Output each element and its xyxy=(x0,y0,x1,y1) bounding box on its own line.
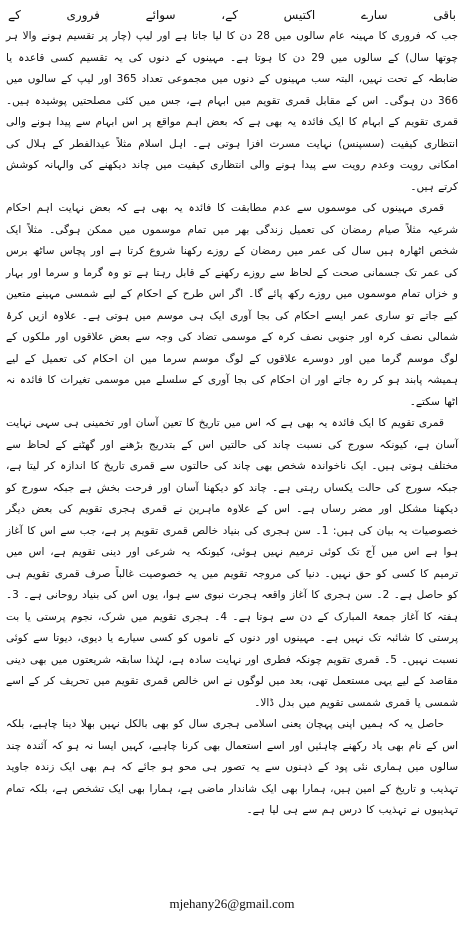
heading-word: کے xyxy=(8,8,21,22)
heading-word: فروری xyxy=(66,8,100,22)
heading-word: سارے xyxy=(360,8,388,22)
paragraph-conclusion: حاصل یہ کہ ہمیں اپنی پہچان یعنی اسلامی ہجری سال کو بھی بالکل نہیں بھلا دینا چاہیے، بلکہ اس کے نام بھی یاد رکھنے چاہئیں اور اسے استعمال بھی کرنا چاہیے، کہیں ایسا نہ ہو کہ آئندہ چند سالوں میں ہماری نئی پود کے ذہنوں سے یہ تصور ہی محو ہو جائے کہ ہم بھی ایک زندہ جاوید تہذیب و تاریخ کے امین ہیں، ہمارا بھی ایک شاندار ماضی ہے، ہمارا بھی ایک تشخص ہے، بلکہ تمام تہذیبوں نے تہذیب کا درس ہم سے ہی لیا ہے۔ xyxy=(6,718,458,816)
heading-word: کے، xyxy=(221,8,238,22)
paragraph-seasons: قمری مہینوں کی موسموں سے عدم مطابقت کا فائدہ یہ بھی ہے کہ بعض نہایت اہم احکام شرعیہ مثلاً صیام رمضان کی تعمیل زندگی بھر میں تمام موسموں میں ممکن ہوگی۔ مثلاً ایک شخص اٹھارہ ہیں سال کی عمر میں رمضان کے روزے رکھنا شروع کرتا ہے اور پچاس ساٹھ برس کی عمر تک جسمانی صحت کے لحاظ سے روزے رکھنے کے قابل رہتا ہے تو وہ گرما و سرما اور بہار و خزاں تمام موسموں میں روزے رکھ پائے گا۔ اگر اس طرح کے احکام کے لیے شمسی مہینے متعین کیے جاتے تو ساری عمر ایسے احکام کی بجا آوری ایک ہی موسم میں ہوتی ہے۔ علاوہ ازیں کرۂ شمالی نصف کرہ اور جنوبی نصف کرہ کے موسمی تضاد کی وجہ سے بعض علاقوں اور ملکوں کے لوگ موسم گرما میں اور دوسرے علاقوں کے لوگ موسم سرما میں ان احکام کی تعمیل کے لیے ہمیشہ پابند ہو کر رہ جاتے اور ان احکام کی بجا آوری کے سلسلے میں موسمی تغیرات کا فائدہ نہ اٹھا سکتے۔ xyxy=(6,202,458,408)
article-heading-line xyxy=(6,4,458,26)
article-body xyxy=(6,26,458,822)
paragraph-lunar-features: قمری تقویم کا ایک فائدہ یہ بھی ہے کہ اس میں تاریخ کا تعین آسان اور تخمینی ہی سہی نہایت آسان ہے، کیونکہ سورج کی نسبت چاند کی حالتیں اس کے بتدریج بڑھنے اور گھٹنے کے لحاظ سے مختلف ہوتی ہیں۔ ایک ناخواندہ شخص بھی چاند کی حالتوں سے قمری تاریخ کا اندازہ کر لیتا ہے، جبکہ سورج کی حالت یکساں رہتی ہے۔ چاند کو دیکھنا آسان اور فرحت بخش ہے جبکہ سورج کو دیکھنا مشکل اور مضر رساں ہے۔ اس کے علاوہ ماہرین نے قمری ہجری تقویم کی بعض دیگر خصوصیات یہ بیان کی ہیں: 1۔ سن ہجری کی بنیاد خالص قمری تقویم پر ہے، جب سے اس کا آغاز ہوا ہے اس میں آج تک کوئی ترمیم نہیں ہوئی، کیونکہ یہ شرعی اور دینی تقویم ہے، اس میں ترمیم کا کسی کو حق نہیں۔ دنیا کی مروجہ تقویم میں یہ خصوصیت غالباً صرف قمری تقویم ہی کو حاصل ہے۔ 2۔ سن ہجری کا آغاز واقعہ ہجرت نبوی سے ہوا، یوں اس کی بنیاد روحانی ہے۔ 3۔ ہفتہ کا آغاز جمعۃ المبارک کے دن سے ہوتا ہے۔ 4۔ ہجری تقویم میں شرک، نجوم پرستی یا بت پرستی کا شائبہ تک نہیں ہے۔ مہینوں اور دنوں کے ناموں کو کسی سیارے یا دیوی، دیوتا سے کوئی نسبت نہیں۔ 5۔ قمری تقویم چونکہ فطری اور نہایت سادہ ہے، لہٰذا سابقہ شریعتوں میں بھی دینی مقاصد کے لیے یہی مستعمل تھی، بعد میں لوگوں نے اس خالص قمری تقویم میں تحریف کر کے اسے شمسی یا قمری شمسی تقویم میں بدل ڈالا۔ xyxy=(6,417,459,709)
paragraph-calendar-days: جب کہ فروری کا مہینہ عام سالوں میں 28 دن کا لیا جاتا ہے اور لیپ (چار پر تقسیم ہونے والا ہر چوتھا سال) کے سالوں میں 29 دن کا ہوتا ہے۔ مہینوں کے دنوں کی یہ تقسیم کسی قاعدہ یا ضابطہ کے تحت نہیں، البتہ سب مہینوں کے دنوں میں مجموعی تعداد 365 اور لیپ کے سالوں میں 366 دن ہوگی۔ اس کے مقابل قمری تقویم میں ابہام ہے، جس میں کئی مصلحتیں پوشیدہ ہیں۔ قمری تقویم کے ابہام کا ایک فائدہ یہ بھی ہے کہ بعض اہم مواقع پر اس ابہام سے پیدا ہونے والی انتظاری کیفیت (سسپنس) نہایت مسرت افزا ہوتی ہے۔ اہل اسلام مثلاً عیدالفطر کے ہلال کی امکانی رویت وعدم رویت سے پیدا ہونے والی انتظاری کیفیت میں چاند دیکھنے کی والہانہ کوشش کرتے ہیں۔ xyxy=(6,30,459,193)
heading-word: اکتیس xyxy=(283,8,316,22)
author-email: mjehany26@gmail.com xyxy=(169,896,295,911)
heading-word: سوائے xyxy=(145,8,176,22)
heading-word: باقی xyxy=(433,8,456,22)
